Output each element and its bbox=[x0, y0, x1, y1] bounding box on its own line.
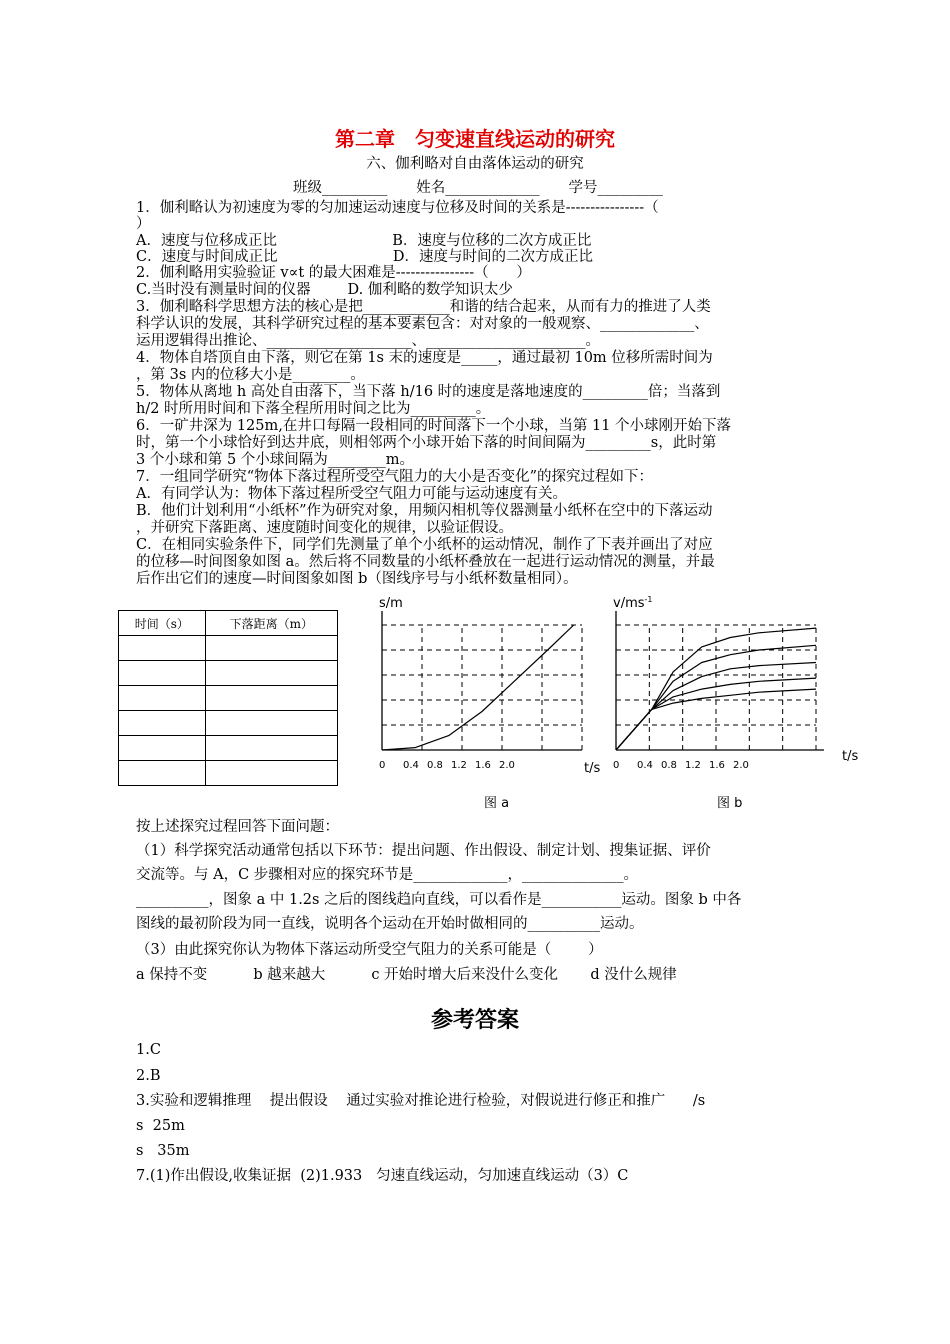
q6-line-3: 3 个小球和第 5 个小球间隔为________m。 bbox=[136, 452, 415, 468]
series-line bbox=[616, 645, 816, 750]
q6-line-1: 6．一矿井深为 125m,在井口每隔一段相同的时间落下一个小球，当第 11 个小球刚开始下落 bbox=[136, 418, 732, 434]
table-cell[interactable] bbox=[119, 686, 206, 711]
table-row bbox=[119, 661, 338, 686]
table-header-distance: 下落距离（m） bbox=[205, 611, 337, 636]
section-subtitle: 六、伽利略对自由落体运动的研究 bbox=[366, 156, 584, 172]
table-header-time: 时间（s） bbox=[119, 611, 206, 636]
q3-line-3: 运用逻辑得出推论、____________________、______________________。 bbox=[136, 333, 600, 349]
table-row bbox=[119, 736, 338, 761]
table-cell[interactable] bbox=[205, 661, 337, 686]
answer-line-1: 1.C bbox=[136, 1042, 161, 1058]
q7-line-5: C．在相同实验条件下，同学们先测量了单个小纸杯的运动情况，制作了下表并画出了对应 bbox=[136, 537, 713, 553]
q1-line-1: 1．伽利略认为初速度为零的匀加速运动速度与位移及时间的关系是----------------（ bbox=[136, 200, 659, 216]
table-cell[interactable] bbox=[119, 761, 206, 786]
answer-line-5: s 35m bbox=[136, 1143, 190, 1159]
q7-line-3: B．他们计划利用“小纸杯”作为研究对象，用频闪相机等仪器测量小纸杯在空中的下落运动 bbox=[136, 503, 713, 519]
q4-line-2: ，第 3s 内的位移大小是________。 bbox=[136, 367, 365, 383]
x-tick-label: 1.2 bbox=[685, 760, 701, 771]
table-row bbox=[119, 636, 338, 661]
follow-q1-line-2: 交流等。与 A，C 步骤相对应的探究环节是_____________，______________。 bbox=[136, 867, 639, 883]
chart-a-caption: 图 a bbox=[484, 796, 510, 811]
follow-intro: 按上述探究过程回答下面问题： bbox=[136, 819, 339, 835]
q3-line-1: 3．伽利略科学思想方法的核心是把____________和谐的结合起来，从而有力的推进了人类 bbox=[136, 299, 711, 315]
table-cell[interactable] bbox=[119, 661, 206, 686]
follow-q2-line-2: 图线的最初阶段为同一直线，说明各个运动在开始时做相同的__________运动。 bbox=[136, 916, 644, 932]
student-info-line: 班级_________ 姓名_____________ 学号_________ bbox=[293, 180, 663, 196]
table-row bbox=[119, 686, 338, 711]
table-cell[interactable] bbox=[119, 736, 206, 761]
y-axis-label: s/m bbox=[379, 596, 403, 611]
x-tick-label: 1.2 bbox=[451, 760, 467, 771]
table-cell[interactable] bbox=[205, 761, 337, 786]
chart-b-caption: 图 b bbox=[717, 796, 743, 811]
chart-a bbox=[360, 596, 610, 785]
answers-title: 参考答案 bbox=[430, 1008, 519, 1033]
table-row bbox=[119, 761, 338, 786]
table-cell[interactable] bbox=[205, 636, 337, 661]
answer-line-7: 7.(1)作出假设,收集证据 (2)1.933 匀速直线运动，匀加速直线运动（3）C bbox=[136, 1168, 629, 1184]
q1-options-ab: A．速度与位移成正比 B．速度与位移的二次方成正比 bbox=[136, 233, 592, 249]
x-axis-label: t/s bbox=[584, 761, 601, 776]
answer-line-2: 2.B bbox=[136, 1068, 161, 1084]
q3-line-2: 科学认识的发展，其科学研究过程的基本要素包含：对对象的一般观察、_____________、 bbox=[136, 316, 709, 332]
chart-b bbox=[600, 595, 870, 785]
y-axis-label: $v/ms^{-1}$ bbox=[613, 595, 653, 611]
follow-q3-line: （3）由此探究你认为物体下落运动所受空气阻力的关系可能是（ ） bbox=[136, 942, 603, 958]
x-tick-label: 2.0 bbox=[499, 760, 515, 771]
x-tick-label: 0.4 bbox=[637, 760, 653, 771]
q5-line-1: 5．物体从离地 h 高处自由落下，当下落 h/16 时的速度是落地速度的_________倍；当落到 bbox=[136, 384, 721, 400]
q2-line-1: 2．伽利略用实验验证 v∝t 的最大困难是----------------（ ） bbox=[136, 265, 531, 281]
follow-q1-line-1: （1）科学探究活动通常包括以下环节：提出问题、作出假设、制定计划、搜集证据、评价 bbox=[136, 843, 711, 859]
x-axis-label: t/s bbox=[842, 749, 859, 764]
x-tick-label: 0.4 bbox=[403, 760, 419, 771]
q7-line-1: 7．一组同学研究“物体下落过程所受空气阻力的大小是否变化”的探究过程如下： bbox=[136, 469, 654, 485]
series-line bbox=[382, 625, 574, 750]
q5-line-2: h/2 时所用时间和下落全程所用时间之比为_________。 bbox=[136, 401, 491, 417]
table-row bbox=[119, 711, 338, 736]
q7-line-2: A．有同学认为：物体下落过程所受空气阻力可能与运动速度有关。 bbox=[136, 486, 567, 502]
table-cell[interactable] bbox=[119, 636, 206, 661]
x-tick-label: 0.8 bbox=[661, 760, 677, 771]
table-cell[interactable] bbox=[205, 686, 337, 711]
q4-line-1: 4．物体自塔顶自由下落，则它在第 1s 末的速度是_____，通过最初 10m 位移所需时间为 bbox=[136, 350, 713, 366]
x-tick-label: 2.0 bbox=[733, 760, 749, 771]
q7-line-6: 的位移—时间图象如图 a。然后将不同数量的小纸杯叠放在一起进行运动情况的测量，并最 bbox=[136, 554, 715, 570]
x-tick-label: 0.8 bbox=[427, 760, 443, 771]
x-tick-label: 1.6 bbox=[475, 760, 491, 771]
q1-line-2: ） bbox=[136, 216, 151, 232]
q6-line-2: 时，第一个小球恰好到达井底，则相邻两个小球开始下落的时间间隔为_________s，此时第 bbox=[136, 435, 717, 451]
table-cell[interactable] bbox=[205, 711, 337, 736]
x-tick-label: 1.6 bbox=[709, 760, 725, 771]
q1-options-cd: C．速度与时间成正比 D．速度与时间的二次方成正比 bbox=[136, 249, 593, 265]
data-table bbox=[118, 610, 338, 786]
chapter-title: 第二章 匀变速直线运动的研究 bbox=[335, 127, 615, 151]
q7-line-7: 后作出它们的速度—时间图象如图 b（图线序号与小纸杯数量相同）。 bbox=[136, 571, 578, 587]
table-cell[interactable] bbox=[205, 736, 337, 761]
follow-q3-options: a 保持不变 b 越来越大 c 开始时增大后来没什么变化 d 没什么规律 bbox=[136, 967, 677, 983]
answer-line-3: 3.实验和逻辑推理 提出假设 通过实验对推论进行检验，对假说进行修正和推广 /s bbox=[136, 1093, 706, 1109]
table-cell[interactable] bbox=[119, 711, 206, 736]
x-tick-label: 0 bbox=[379, 760, 386, 771]
answer-line-4: s 25m bbox=[136, 1118, 185, 1134]
q2-line-2: C.当时没有测量时间的仪器 D. 伽利略的数学知识太少 bbox=[136, 282, 513, 298]
follow-q2-line-1: __________，图象 a 中 1.2s 之后的图线趋向直线，可以看作是___________运动。图象 b 中各 bbox=[136, 892, 742, 908]
q7-line-4: ，并研究下落距离、速度随时间变化的规律，以验证假设。 bbox=[136, 520, 513, 536]
x-tick-label: 0 bbox=[613, 760, 620, 771]
